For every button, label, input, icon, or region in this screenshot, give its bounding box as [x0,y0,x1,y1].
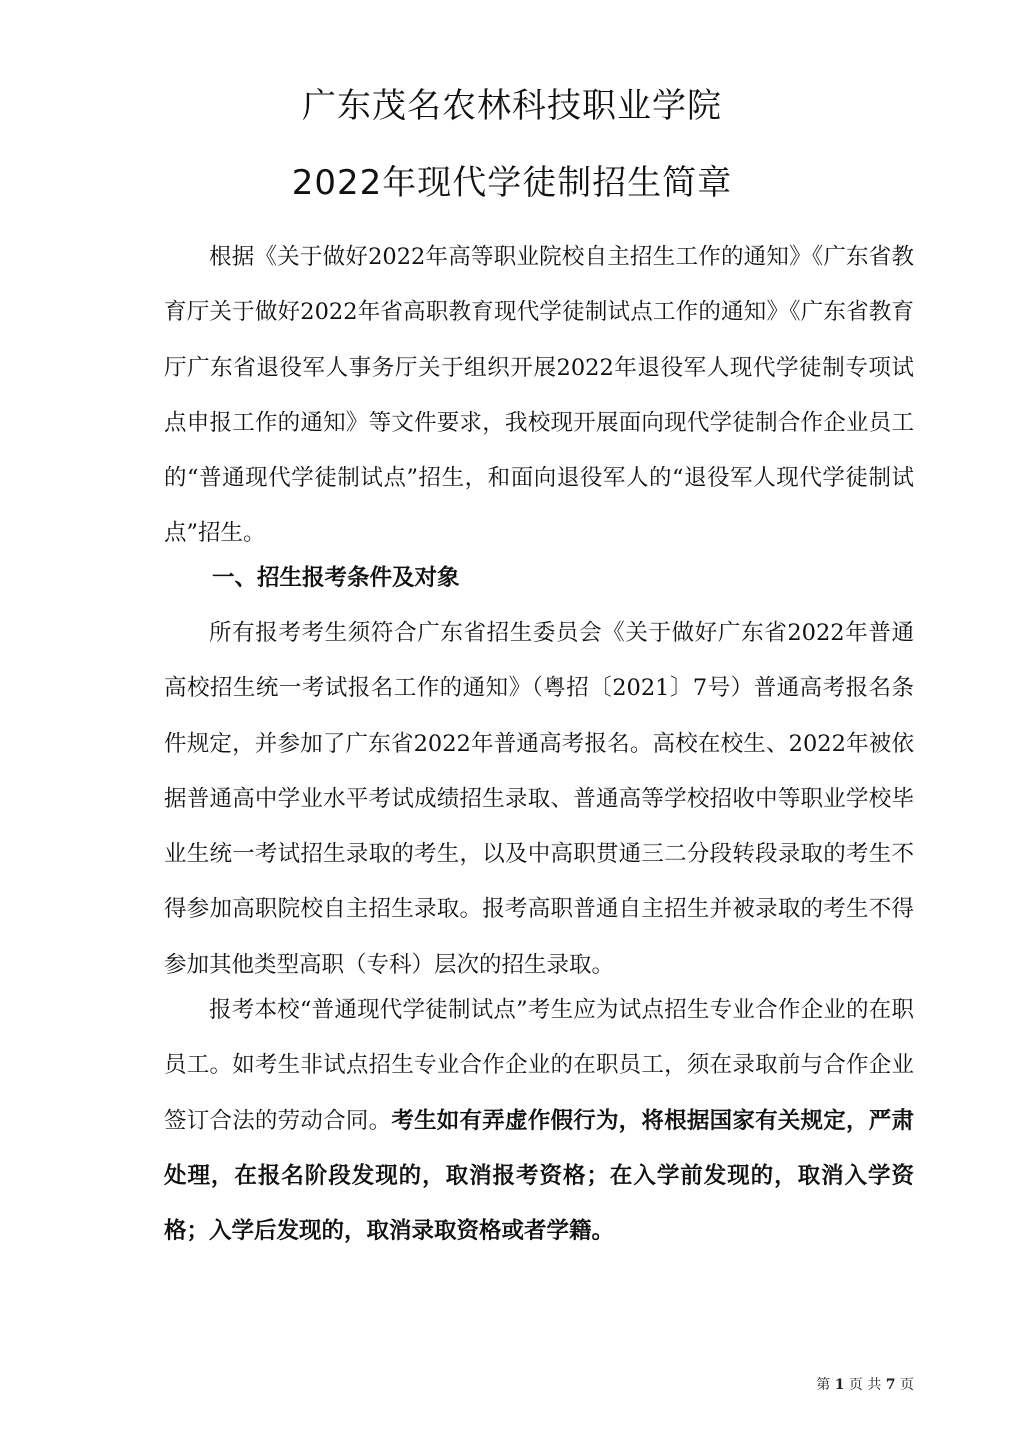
document-title-line1: 广东茂名农林科技职业学院 [302,86,722,126]
footer-middle: 页 共 [848,1377,882,1393]
eligibility-paragraph: 所有报考考生须符合广东省招生委员会《关于做好广东省2022年普通高校招生统一考试报名工作的通知》（粤招〔2021〕7号）普通高考报名条件规定，并参加了广东省2022年普通高考报名。高校在校生、2022年被依据普通高中学业水平考试成绩招生录取、普通高等学校招收中等职业学校毕业生统一考试招生录取的考生，以及中高职贯通三二分段转段录取的考生不得参加高职院校自主招生录取。报考高职普通自主招生并被录取的考生不得参加其他类型高职（专科）层次的招生录取。 [164,620,914,978]
intro-paragraph: 根据《关于做好2022年高等职业院校自主招生工作的通知》《广东省教育厅关于做好2022年省高职教育现代学徒制试点工作的通知》《广东省教育厅广东省退役军人事务厅关于组织开展2022年退役军人现代学徒制专项试点申报工作的通知》等文件要求，我校现开展面向现代学徒制合作企业员工的“普通现代学徒制试点”招生，和面向退役军人的“退役军人现代学徒制试点”招生。 [164,244,914,547]
footer-prefix: 第 [816,1377,831,1393]
apprentice-paragraph [164,983,914,1259]
footer-suffix: 页 [900,1377,914,1393]
document-title-line2: 2022年现代学徒制招生简章 [291,163,733,203]
fraud-warning-text: 考生如有弄虚作假行为，将根据国家有关规定，严肃处理，在报名阶段发现的，取消报考资格；在入学前发现的，取消入学资格；入学后发现的，取消录取资格或者学籍。 [164,1107,914,1245]
page-footer [816,1374,914,1394]
section-heading-1: 一、招生报考条件及对象 [212,565,460,591]
current-page-number: 1 [834,1377,845,1393]
total-page-count: 7 [885,1377,896,1393]
apprentice-requirement-text: 报考本校“普通现代学徒制试点”考生应为试点招生专业合作企业的在职员工。如考生非试点招生专业合作企业的在职员工，须在录取前与合作企业签订合法的劳动合同。 [164,997,914,1134]
